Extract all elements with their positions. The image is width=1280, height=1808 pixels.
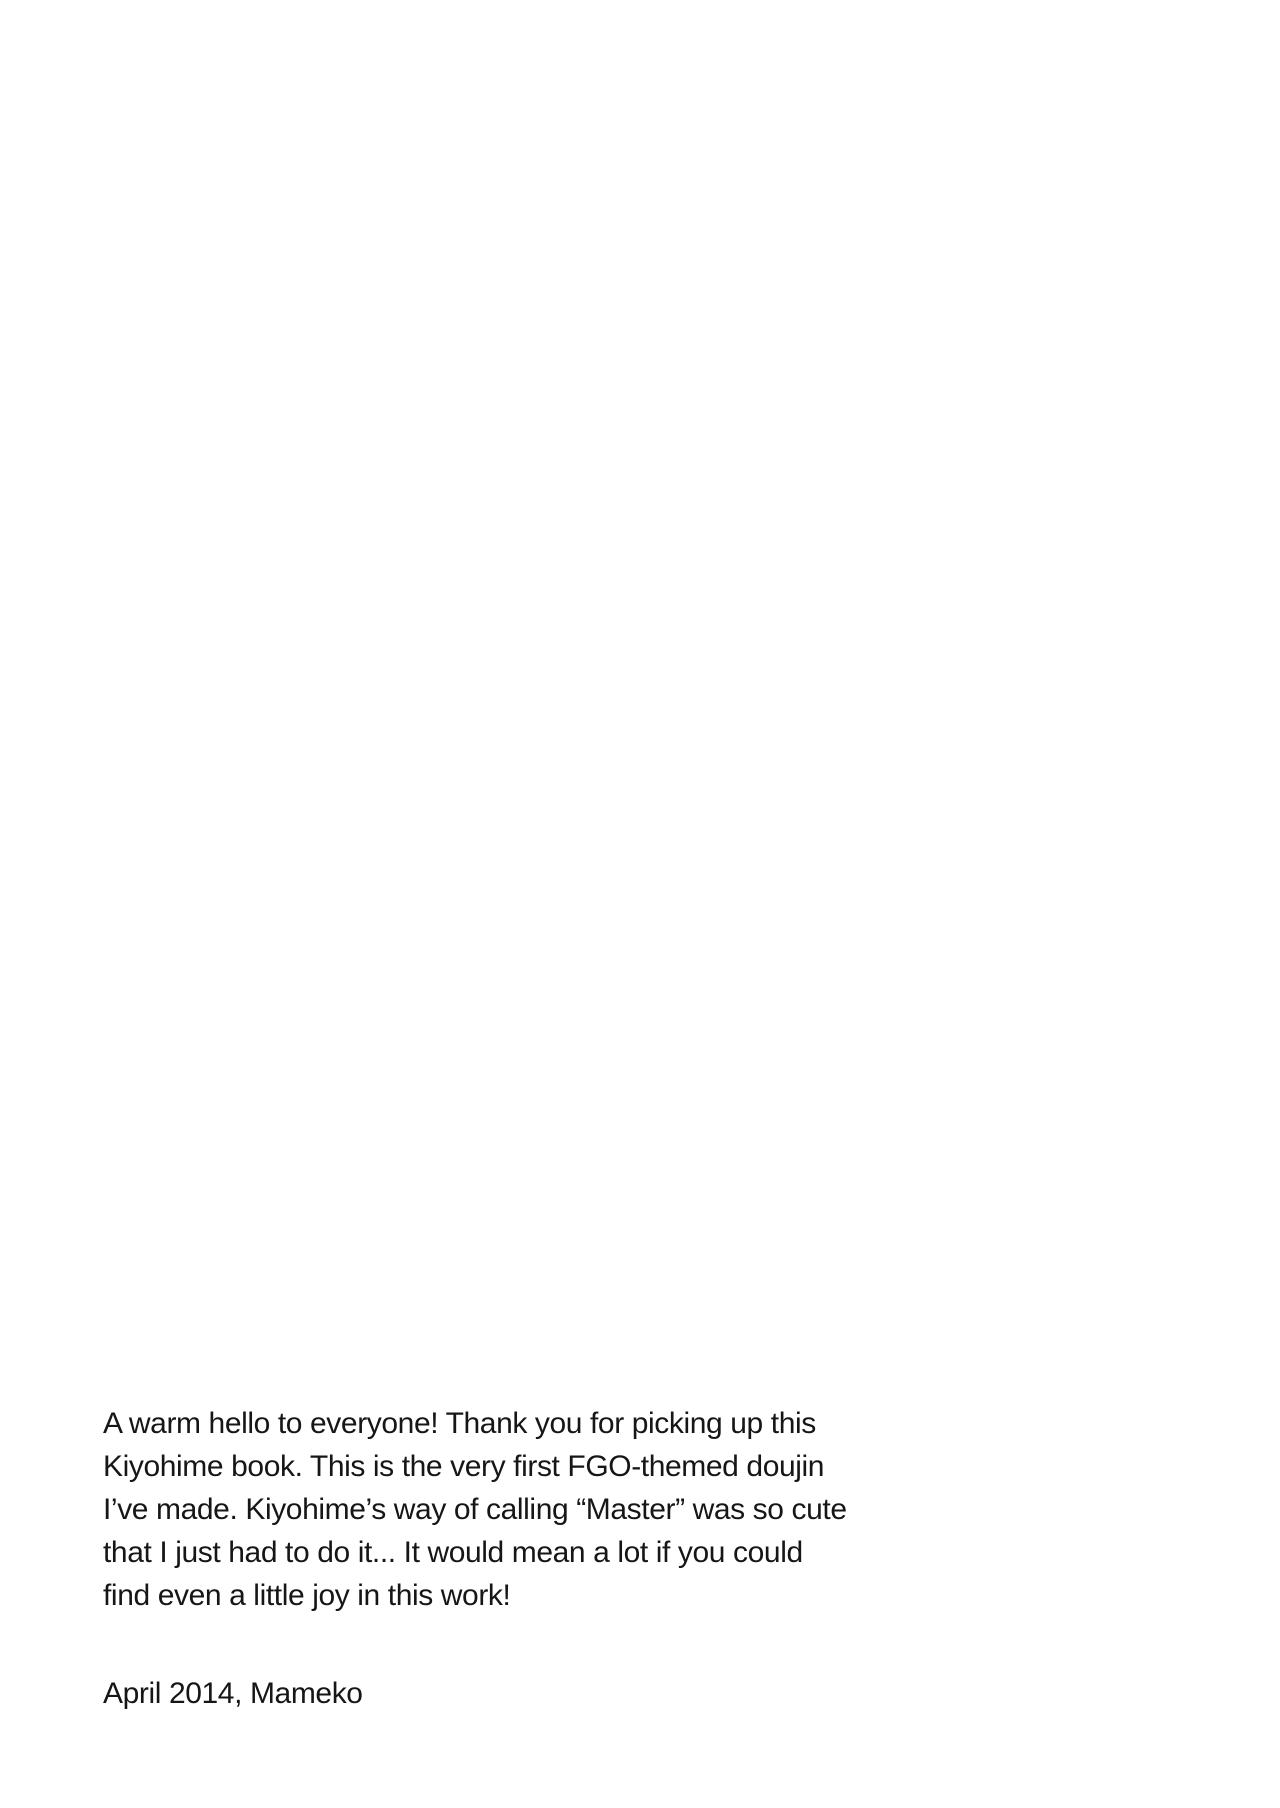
afterword-line-4: that I just had to do it... It would mean a lot if you could (103, 1536, 803, 1569)
afterword-text-block (103, 1402, 847, 1715)
signature-line: April 2014, Mameko (103, 1677, 363, 1710)
afterword-line-2: Kiyohime book. This is the very first FGO-themed doujin (103, 1450, 825, 1483)
afterword-line-5: find even a little joy in this work! (103, 1579, 511, 1612)
afterword-line-1: A warm hello to everyone! Thank you for picking up this (103, 1407, 816, 1440)
afterword-line-3: I’ve made. Kiyohime’s way of calling “Master” was so cute (103, 1493, 847, 1526)
